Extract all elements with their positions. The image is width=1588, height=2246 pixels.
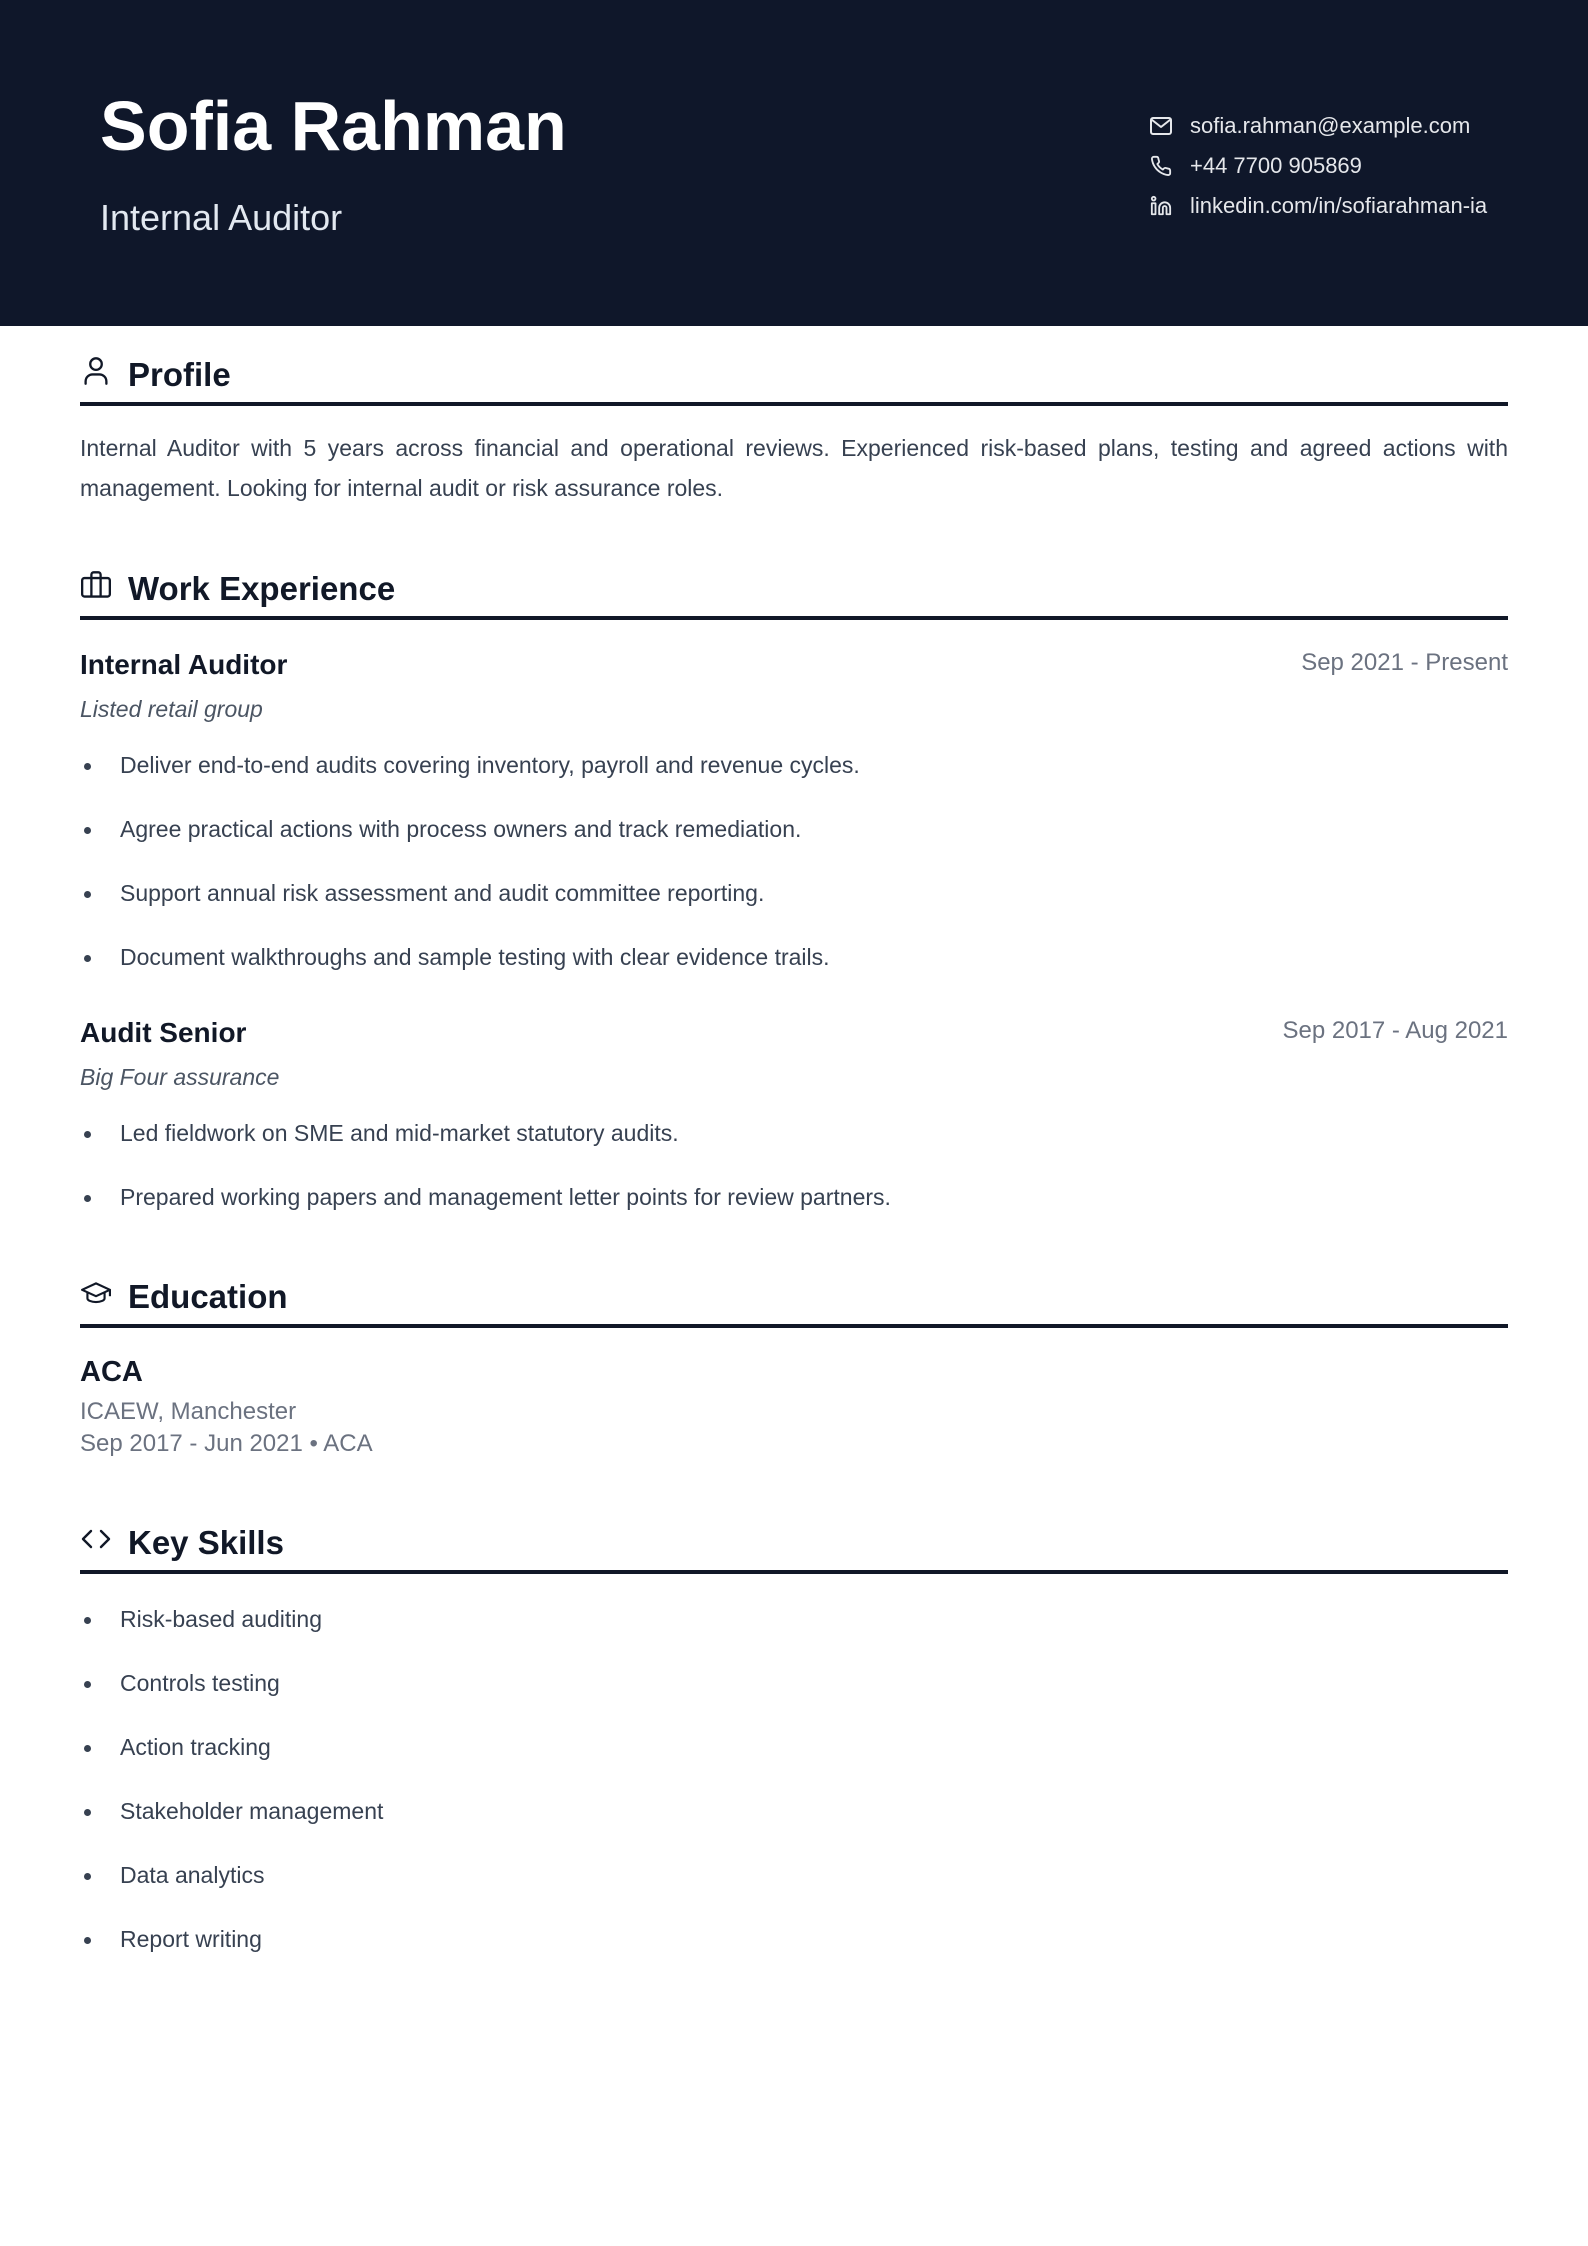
experience-heading: Work Experience: [128, 570, 396, 607]
user-icon: [80, 355, 112, 387]
skill-item: Data analytics: [80, 1860, 1508, 1890]
linkedin-icon: [1148, 193, 1174, 219]
resume-body: [80, 326, 1508, 1954]
contact-linkedin-text: linkedin.com/in/sofiarahman-ia: [1190, 193, 1488, 218]
profile-heading: Profile: [128, 356, 231, 393]
profile-section: [80, 326, 1508, 508]
education-section: [80, 1248, 1508, 1460]
job-dates: Sep 2017 - Aug 2021: [1282, 1017, 1508, 1044]
skills-heading: Key Skills: [128, 1524, 284, 1561]
job-bullets: [80, 1118, 1508, 1212]
graduation-cap-icon: [80, 1277, 112, 1309]
job-bullets: [80, 750, 1508, 972]
briefcase-icon: [80, 569, 112, 601]
skill-item: Stakeholder management: [80, 1796, 1508, 1826]
degree-name: ACA: [80, 1356, 143, 1388]
job-entry: [80, 1016, 1508, 1212]
job-dates: Sep 2021 - Present: [1301, 649, 1508, 676]
candidate-name: Sofia Rahman: [100, 87, 567, 165]
skill-item: Report writing: [80, 1924, 1508, 1954]
job-title: Audit Senior: [80, 1017, 247, 1048]
institution: ICAEW, Manchester: [80, 1398, 297, 1425]
contact-email-text: sofia.rahman@example.com: [1190, 113, 1471, 138]
skills-list: [80, 1604, 1508, 1954]
skill-item: Action tracking: [80, 1732, 1508, 1762]
bullet-item: Document walkthroughs and sample testing with clear evidence trails.: [80, 942, 1508, 972]
education-heading-bar: [80, 1248, 1508, 1328]
education-entry: [80, 1354, 1508, 1460]
job-company: Big Four assurance: [80, 1064, 280, 1090]
experience-heading-bar: [80, 540, 1508, 620]
contact-linkedin[interactable]: [1148, 186, 1487, 226]
skills-heading-bar: [80, 1494, 1508, 1574]
skill-item: Risk-based auditing: [80, 1604, 1508, 1634]
experience-section: [80, 540, 1508, 1212]
resume-header: [0, 0, 1588, 326]
bullet-item: Support annual risk assessment and audit committee reporting.: [80, 878, 1508, 908]
bullet-item: Agree practical actions with process owners and track remediation.: [80, 814, 1508, 844]
skills-section: [80, 1494, 1508, 1954]
job-entry: [80, 648, 1508, 972]
contact-email[interactable]: [1148, 106, 1487, 146]
skill-item: Controls testing: [80, 1668, 1508, 1698]
education-heading: Education: [128, 1278, 288, 1315]
contact-phone[interactable]: [1148, 146, 1487, 186]
education-details: Sep 2017 - Jun 2021 • ACA: [80, 1430, 373, 1457]
candidate-title: Internal Auditor: [100, 197, 343, 238]
bullet-item: Prepared working papers and management letter points for review partners.: [80, 1182, 1508, 1212]
job-company: Listed retail group: [80, 696, 263, 722]
bullet-item: Deliver end-to-end audits covering inventory, payroll and revenue cycles.: [80, 750, 1508, 780]
mail-icon: [1148, 113, 1174, 139]
job-title: Internal Auditor: [80, 649, 288, 680]
profile-summary: Internal Auditor with 5 years across financial and operational reviews. Experienced risk-based plans, testing and agreed actions with management. Looking for internal audit or risk assurance roles.: [80, 435, 1508, 501]
profile-heading-bar: [80, 326, 1508, 406]
phone-icon: [1148, 153, 1174, 179]
contact-list: [1148, 106, 1487, 226]
code-icon: [80, 1523, 112, 1555]
bullet-item: Led fieldwork on SME and mid-market statutory audits.: [80, 1118, 1508, 1148]
contact-phone-text: +44 7700 905869: [1190, 153, 1362, 178]
